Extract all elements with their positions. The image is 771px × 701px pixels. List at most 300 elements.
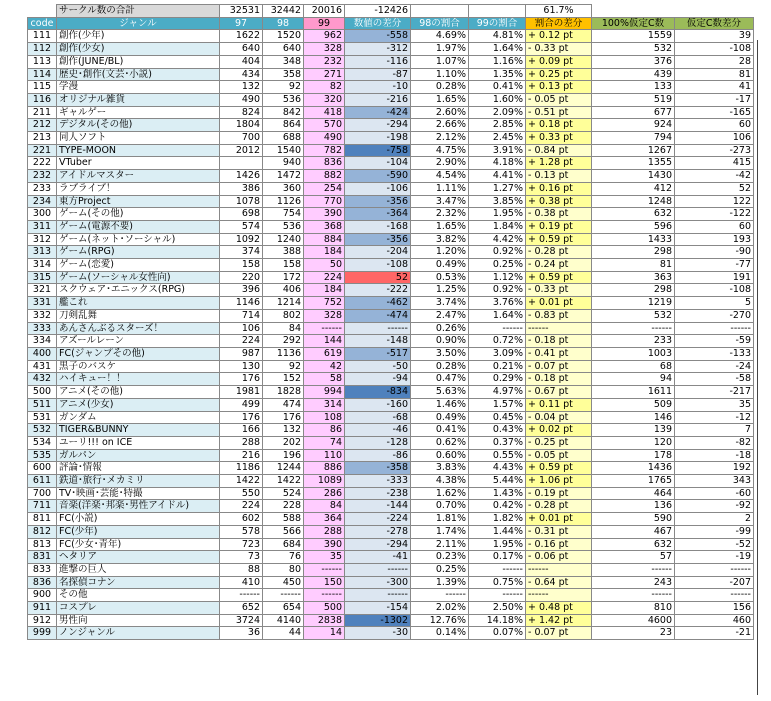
cell-ratio-99[interactable]: 1.27% <box>469 182 526 195</box>
cell-count-diff[interactable]: -148 <box>345 335 411 348</box>
cell-ratio-99[interactable]: 2.09% <box>469 106 526 119</box>
cell-assumed-count[interactable]: 136 <box>592 500 675 513</box>
cell-count-diff[interactable]: -87 <box>345 68 411 81</box>
cell-share-diff[interactable]: + 0.38 pt <box>526 195 592 208</box>
cell-ratio-98[interactable]: 4.54% <box>411 170 469 183</box>
cell-count-99[interactable]: 184 <box>304 246 345 259</box>
cell-assumed-count[interactable]: 924 <box>592 119 675 132</box>
cell-count-diff[interactable]: -144 <box>345 500 411 513</box>
cell-count-99[interactable]: 364 <box>304 513 345 526</box>
cell-assumed-diff[interactable]: -24 <box>675 360 754 373</box>
summary-blank-2[interactable] <box>411 5 469 18</box>
cell-genre[interactable]: TYPE-MOON <box>57 144 220 157</box>
cell-assumed-diff[interactable]: 343 <box>675 475 754 488</box>
cell-assumed-count[interactable]: 1267 <box>592 144 675 157</box>
cell-count-97[interactable]: 1426 <box>220 170 263 183</box>
cell-count-97[interactable]: 404 <box>220 55 263 68</box>
cell-count-diff[interactable]: -160 <box>345 398 411 411</box>
cell-count-99[interactable]: 314 <box>304 398 345 411</box>
cell-count-diff[interactable]: -46 <box>345 424 411 437</box>
cell-ratio-98[interactable]: 1.62% <box>411 487 469 500</box>
cell-ratio-99[interactable]: 4.18% <box>469 157 526 170</box>
cell-ratio-98[interactable]: 3.83% <box>411 462 469 475</box>
cell-ratio-98[interactable]: 4.69% <box>411 30 469 43</box>
cell-count-97[interactable]: 1981 <box>220 386 263 399</box>
cell-count-diff[interactable]: -216 <box>345 93 411 106</box>
cell-ratio-98[interactable]: 0.41% <box>411 424 469 437</box>
cell-ratio-99[interactable]: 0.92% <box>469 284 526 297</box>
cell-ratio-99[interactable]: 4.97% <box>469 386 526 399</box>
cell-ratio-98[interactable]: 3.74% <box>411 297 469 310</box>
cell-code[interactable]: 813 <box>28 538 57 551</box>
cell-code[interactable]: 116 <box>28 93 57 106</box>
cell-ratio-99[interactable]: 0.37% <box>469 436 526 449</box>
cell-count-diff[interactable]: -128 <box>345 436 411 449</box>
cell-share-diff[interactable]: + 0.01 pt <box>526 513 592 526</box>
cell-count-97[interactable]: 224 <box>220 500 263 513</box>
cell-code[interactable]: 500 <box>28 386 57 399</box>
cell-assumed-diff[interactable]: -217 <box>675 386 754 399</box>
cell-assumed-diff[interactable]: 41 <box>675 81 754 94</box>
cell-count-99[interactable]: 184 <box>304 284 345 297</box>
header-97[interactable]: 97 <box>220 17 263 30</box>
cell-ratio-99[interactable]: 0.75% <box>469 576 526 589</box>
cell-count-diff[interactable]: -312 <box>345 43 411 56</box>
cell-ratio-99[interactable]: 0.07% <box>469 627 526 640</box>
cell-code[interactable]: 911 <box>28 602 57 615</box>
cell-genre[interactable]: ヘタリア <box>57 551 220 564</box>
cell-count-97[interactable]: 490 <box>220 93 263 106</box>
cell-count-99[interactable]: ------ <box>304 322 345 335</box>
cell-ratio-98[interactable]: 0.49% <box>411 259 469 272</box>
cell-count-98[interactable]: 536 <box>263 93 304 106</box>
cell-genre[interactable]: ハイキュー！！ <box>57 373 220 386</box>
cell-genre[interactable]: ゲーム(電源不要) <box>57 220 220 233</box>
cell-count-diff[interactable]: -238 <box>345 487 411 500</box>
cell-code[interactable]: 700 <box>28 487 57 500</box>
cell-assumed-diff[interactable]: 35 <box>675 398 754 411</box>
cell-code[interactable]: 234 <box>28 195 57 208</box>
cell-count-97[interactable]: 396 <box>220 284 263 297</box>
cell-genre[interactable]: 名探偵コナン <box>57 576 220 589</box>
cell-assumed-diff[interactable]: -90 <box>675 246 754 259</box>
cell-share-diff[interactable]: + 0.18 pt <box>526 119 592 132</box>
cell-count-99[interactable]: 42 <box>304 360 345 373</box>
cell-assumed-count[interactable]: 590 <box>592 513 675 526</box>
cell-share-diff[interactable]: - 0.18 pt <box>526 373 592 386</box>
cell-count-98[interactable]: 474 <box>263 398 304 411</box>
cell-count-98[interactable]: 1472 <box>263 170 304 183</box>
cell-code[interactable]: 111 <box>28 30 57 43</box>
cell-ratio-99[interactable]: 1.16% <box>469 55 526 68</box>
cell-genre[interactable]: あんさんぶるスターズ！ <box>57 322 220 335</box>
cell-code[interactable]: 300 <box>28 208 57 221</box>
cell-count-97[interactable]: 166 <box>220 424 263 437</box>
cell-ratio-98[interactable]: 2.66% <box>411 119 469 132</box>
cell-ratio-99[interactable]: 0.21% <box>469 360 526 373</box>
cell-assumed-count[interactable]: 1436 <box>592 462 675 475</box>
cell-code[interactable]: 315 <box>28 271 57 284</box>
cell-share-diff[interactable]: - 0.13 pt <box>526 170 592 183</box>
cell-count-97[interactable] <box>220 157 263 170</box>
cell-code[interactable]: 812 <box>28 525 57 538</box>
cell-assumed-count[interactable]: 243 <box>592 576 675 589</box>
cell-count-99[interactable]: 108 <box>304 411 345 424</box>
cell-count-97[interactable]: 700 <box>220 132 263 145</box>
cell-code[interactable]: 900 <box>28 589 57 602</box>
cell-assumed-diff[interactable]: 5 <box>675 297 754 310</box>
header-code[interactable]: code <box>28 17 57 30</box>
cell-count-97[interactable]: 1622 <box>220 30 263 43</box>
cell-ratio-99[interactable]: ------ <box>469 322 526 335</box>
cell-genre[interactable]: アニメ(少女) <box>57 398 220 411</box>
cell-count-97[interactable]: 987 <box>220 347 263 360</box>
cell-count-99[interactable]: 328 <box>304 309 345 322</box>
cell-code[interactable]: 531 <box>28 411 57 424</box>
cell-count-diff[interactable]: -517 <box>345 347 411 360</box>
cell-count-98[interactable]: 172 <box>263 271 304 284</box>
cell-count-99[interactable]: 994 <box>304 386 345 399</box>
cell-count-98[interactable]: 80 <box>263 563 304 576</box>
cell-count-diff[interactable]: -86 <box>345 449 411 462</box>
cell-count-97[interactable]: 1092 <box>220 233 263 246</box>
cell-count-99[interactable]: 14 <box>304 627 345 640</box>
cell-share-diff[interactable]: - 0.16 pt <box>526 538 592 551</box>
cell-count-99[interactable]: 84 <box>304 500 345 513</box>
cell-assumed-count[interactable]: 677 <box>592 106 675 119</box>
cell-count-diff[interactable]: -300 <box>345 576 411 589</box>
cell-code[interactable]: 811 <box>28 513 57 526</box>
cell-share-diff[interactable]: - 0.41 pt <box>526 347 592 360</box>
cell-count-97[interactable]: 288 <box>220 436 263 449</box>
cell-count-98[interactable]: 1540 <box>263 144 304 157</box>
cell-share-diff[interactable]: - 0.83 pt <box>526 309 592 322</box>
cell-assumed-count[interactable]: 632 <box>592 538 675 551</box>
cell-assumed-count[interactable]: 464 <box>592 487 675 500</box>
cell-count-97[interactable]: 374 <box>220 246 263 259</box>
cell-count-diff[interactable]: -364 <box>345 208 411 221</box>
cell-genre[interactable]: VTuber <box>57 157 220 170</box>
cell-ratio-99[interactable]: 3.91% <box>469 144 526 157</box>
summary-diff[interactable]: -12426 <box>345 5 411 18</box>
cell-count-98[interactable]: 196 <box>263 449 304 462</box>
cell-ratio-99[interactable]: 2.45% <box>469 132 526 145</box>
cell-share-diff[interactable]: - 0.04 pt <box>526 411 592 424</box>
cell-genre[interactable]: 黒子のバスケ <box>57 360 220 373</box>
cell-count-97[interactable]: 723 <box>220 538 263 551</box>
cell-share-diff[interactable]: - 0.67 pt <box>526 386 592 399</box>
cell-count-98[interactable]: 842 <box>263 106 304 119</box>
cell-code[interactable]: 113 <box>28 55 57 68</box>
cell-ratio-99[interactable]: 1.12% <box>469 271 526 284</box>
cell-share-diff[interactable]: + 0.02 pt <box>526 424 592 437</box>
cell-genre[interactable]: デジタル(その他) <box>57 119 220 132</box>
cell-count-98[interactable]: 292 <box>263 335 304 348</box>
cell-count-diff[interactable]: -558 <box>345 30 411 43</box>
cell-count-97[interactable]: 574 <box>220 220 263 233</box>
cell-count-99[interactable]: 1089 <box>304 475 345 488</box>
cell-count-97[interactable]: 106 <box>220 322 263 335</box>
cell-genre[interactable]: 歴史･創作(文芸･小説) <box>57 68 220 81</box>
cell-assumed-count[interactable]: 298 <box>592 284 675 297</box>
cell-count-diff[interactable]: -294 <box>345 119 411 132</box>
cell-count-diff[interactable]: -108 <box>345 259 411 272</box>
cell-share-diff[interactable]: ------ <box>526 563 592 576</box>
cell-share-diff[interactable]: - 0.38 pt <box>526 208 592 221</box>
cell-count-98[interactable]: 92 <box>263 81 304 94</box>
cell-count-diff[interactable]: -198 <box>345 132 411 145</box>
cell-count-99[interactable]: 74 <box>304 436 345 449</box>
cell-assumed-diff[interactable]: -19 <box>675 551 754 564</box>
cell-count-97[interactable]: 1186 <box>220 462 263 475</box>
cell-code[interactable]: 334 <box>28 335 57 348</box>
cell-ratio-99[interactable]: 4.41% <box>469 170 526 183</box>
header-ratio-99[interactable]: 99の割合 <box>469 17 526 30</box>
cell-assumed-diff[interactable]: 81 <box>675 68 754 81</box>
cell-count-97[interactable]: ------ <box>220 589 263 602</box>
cell-ratio-98[interactable]: 0.25% <box>411 563 469 576</box>
cell-ratio-99[interactable]: 1.95% <box>469 538 526 551</box>
cell-count-diff[interactable]: 52 <box>345 271 411 284</box>
cell-assumed-count[interactable]: ------ <box>592 322 675 335</box>
cell-genre[interactable]: ゲーム(その他) <box>57 208 220 221</box>
cell-share-diff[interactable]: + 0.59 pt <box>526 271 592 284</box>
cell-code[interactable]: 221 <box>28 144 57 157</box>
cell-assumed-diff[interactable]: -42 <box>675 170 754 183</box>
cell-share-diff[interactable]: - 0.51 pt <box>526 106 592 119</box>
cell-count-99[interactable]: 50 <box>304 259 345 272</box>
header-98[interactable]: 98 <box>263 17 304 30</box>
cell-count-99[interactable]: 752 <box>304 297 345 310</box>
cell-assumed-diff[interactable]: 191 <box>675 271 754 284</box>
cell-genre[interactable]: 進撃の巨人 <box>57 563 220 576</box>
cell-assumed-diff[interactable]: 415 <box>675 157 754 170</box>
cell-ratio-98[interactable]: 0.90% <box>411 335 469 348</box>
cell-assumed-count[interactable]: 1219 <box>592 297 675 310</box>
cell-assumed-diff[interactable]: -108 <box>675 284 754 297</box>
cell-count-98[interactable]: 536 <box>263 220 304 233</box>
cell-ratio-98[interactable]: 1.39% <box>411 576 469 589</box>
cell-ratio-98[interactable]: 0.26% <box>411 322 469 335</box>
cell-ratio-98[interactable]: 2.90% <box>411 157 469 170</box>
cell-assumed-diff[interactable]: -108 <box>675 43 754 56</box>
cell-ratio-98[interactable]: 2.11% <box>411 538 469 551</box>
cell-count-97[interactable]: 216 <box>220 449 263 462</box>
cell-ratio-99[interactable]: 0.29% <box>469 373 526 386</box>
summary-label[interactable]: サークル数の合計 <box>57 5 220 18</box>
cell-ratio-99[interactable]: 4.81% <box>469 30 526 43</box>
cell-assumed-count[interactable]: 467 <box>592 525 675 538</box>
cell-share-diff[interactable]: + 0.33 pt <box>526 132 592 145</box>
cell-ratio-98[interactable]: 0.49% <box>411 411 469 424</box>
cell-ratio-98[interactable]: 12.76% <box>411 614 469 627</box>
cell-assumed-count[interactable]: 139 <box>592 424 675 437</box>
cell-assumed-count[interactable]: 376 <box>592 55 675 68</box>
cell-ratio-99[interactable]: 1.60% <box>469 93 526 106</box>
cell-ratio-98[interactable]: 3.82% <box>411 233 469 246</box>
cell-code[interactable]: 511 <box>28 398 57 411</box>
cell-count-98[interactable]: 152 <box>263 373 304 386</box>
cell-genre[interactable]: ゲーム(ソーシャル女性向) <box>57 271 220 284</box>
cell-ratio-99[interactable]: 4.43% <box>469 462 526 475</box>
cell-assumed-diff[interactable]: 60 <box>675 119 754 132</box>
cell-count-97[interactable]: 1078 <box>220 195 263 208</box>
cell-ratio-99[interactable]: 1.57% <box>469 398 526 411</box>
cell-assumed-count[interactable]: 233 <box>592 335 675 348</box>
cell-count-97[interactable]: 1804 <box>220 119 263 132</box>
cell-ratio-98[interactable]: 2.32% <box>411 208 469 221</box>
cell-assumed-count[interactable]: ------ <box>592 563 675 576</box>
cell-ratio-98[interactable]: 2.60% <box>411 106 469 119</box>
cell-count-diff[interactable]: -154 <box>345 602 411 615</box>
cell-assumed-count[interactable]: 1430 <box>592 170 675 183</box>
cell-assumed-diff[interactable]: 193 <box>675 233 754 246</box>
cell-count-98[interactable]: 358 <box>263 68 304 81</box>
cell-genre[interactable]: 鉄道･旅行･メカミリ <box>57 475 220 488</box>
cell-count-97[interactable]: 410 <box>220 576 263 589</box>
cell-ratio-99[interactable]: 2.50% <box>469 602 526 615</box>
cell-count-diff[interactable]: -204 <box>345 246 411 259</box>
cell-assumed-diff[interactable]: -77 <box>675 259 754 272</box>
cell-assumed-diff[interactable]: ------ <box>675 563 754 576</box>
cell-genre[interactable]: 創作(JUNE/BL) <box>57 55 220 68</box>
cell-assumed-diff[interactable]: -60 <box>675 487 754 500</box>
cell-count-99[interactable]: 232 <box>304 55 345 68</box>
cell-assumed-diff[interactable]: -122 <box>675 208 754 221</box>
cell-ratio-98[interactable]: 4.38% <box>411 475 469 488</box>
cell-assumed-count[interactable]: 81 <box>592 259 675 272</box>
cell-code[interactable]: 314 <box>28 259 57 272</box>
cell-ratio-98[interactable]: 5.63% <box>411 386 469 399</box>
cell-ratio-98[interactable]: ------ <box>411 589 469 602</box>
cell-count-99[interactable]: 254 <box>304 182 345 195</box>
cell-genre[interactable]: FC(ジャンプその他) <box>57 347 220 360</box>
cell-count-99[interactable]: 490 <box>304 132 345 145</box>
cell-share-diff[interactable]: + 0.59 pt <box>526 233 592 246</box>
cell-count-98[interactable]: 84 <box>263 322 304 335</box>
cell-count-diff[interactable]: -834 <box>345 386 411 399</box>
cell-count-diff[interactable]: -30 <box>345 627 411 640</box>
cell-count-99[interactable]: 320 <box>304 93 345 106</box>
cell-count-diff[interactable]: -41 <box>345 551 411 564</box>
cell-assumed-diff[interactable]: -133 <box>675 347 754 360</box>
cell-share-diff[interactable]: + 1.42 pt <box>526 614 592 627</box>
cell-count-diff[interactable]: -10 <box>345 81 411 94</box>
summary-share[interactable]: 61.7% <box>526 5 592 18</box>
cell-ratio-99[interactable]: 3.09% <box>469 347 526 360</box>
cell-ratio-98[interactable]: 4.75% <box>411 144 469 157</box>
cell-share-diff[interactable]: + 0.19 pt <box>526 220 592 233</box>
cell-count-diff[interactable]: -424 <box>345 106 411 119</box>
cell-genre[interactable]: FC(少年) <box>57 525 220 538</box>
cell-share-diff[interactable]: + 0.16 pt <box>526 182 592 195</box>
cell-code[interactable]: 711 <box>28 500 57 513</box>
header-share-diff[interactable]: 割合の差分 <box>526 17 592 30</box>
cell-assumed-diff[interactable]: -273 <box>675 144 754 157</box>
cell-assumed-count[interactable]: 532 <box>592 309 675 322</box>
cell-code[interactable]: 213 <box>28 132 57 145</box>
cell-assumed-count[interactable]: 298 <box>592 246 675 259</box>
cell-count-99[interactable]: 144 <box>304 335 345 348</box>
cell-count-97[interactable]: 578 <box>220 525 263 538</box>
cell-count-98[interactable]: 754 <box>263 208 304 221</box>
cell-count-99[interactable]: 82 <box>304 81 345 94</box>
cell-ratio-99[interactable]: 0.72% <box>469 335 526 348</box>
cell-genre[interactable]: ゲーム(RPG) <box>57 246 220 259</box>
cell-share-diff[interactable]: - 0.18 pt <box>526 335 592 348</box>
cell-share-diff[interactable]: - 0.05 pt <box>526 93 592 106</box>
cell-count-97[interactable]: 386 <box>220 182 263 195</box>
cell-count-97[interactable]: 130 <box>220 360 263 373</box>
cell-count-99[interactable]: 882 <box>304 170 345 183</box>
cell-ratio-98[interactable]: 0.28% <box>411 81 469 94</box>
cell-assumed-count[interactable]: 4600 <box>592 614 675 627</box>
cell-ratio-99[interactable]: 1.82% <box>469 513 526 526</box>
cell-assumed-count[interactable]: 57 <box>592 551 675 564</box>
cell-ratio-99[interactable]: 3.85% <box>469 195 526 208</box>
cell-ratio-98[interactable]: 3.47% <box>411 195 469 208</box>
cell-count-98[interactable]: 388 <box>263 246 304 259</box>
cell-genre[interactable]: 音楽(洋楽･邦楽･男性アイドル) <box>57 500 220 513</box>
cell-assumed-diff[interactable]: 52 <box>675 182 754 195</box>
cell-count-diff[interactable]: -116 <box>345 55 411 68</box>
cell-ratio-99[interactable]: ------ <box>469 589 526 602</box>
cell-assumed-diff[interactable]: -165 <box>675 106 754 119</box>
summary-97[interactable]: 32531 <box>220 5 263 18</box>
summary-98[interactable]: 32442 <box>263 5 304 18</box>
cell-count-99[interactable]: 390 <box>304 208 345 221</box>
cell-count-diff[interactable]: -356 <box>345 195 411 208</box>
cell-genre[interactable]: アニメ(その他) <box>57 386 220 399</box>
cell-code[interactable]: 836 <box>28 576 57 589</box>
cell-count-97[interactable]: 220 <box>220 271 263 284</box>
cell-ratio-98[interactable]: 0.53% <box>411 271 469 284</box>
cell-genre[interactable]: TV･映画･芸能･特撮 <box>57 487 220 500</box>
cell-share-diff[interactable]: + 1.28 pt <box>526 157 592 170</box>
cell-count-99[interactable]: 418 <box>304 106 345 119</box>
cell-count-97[interactable]: 1146 <box>220 297 263 310</box>
cell-ratio-99[interactable]: 1.95% <box>469 208 526 221</box>
cell-assumed-diff[interactable]: 39 <box>675 30 754 43</box>
cell-count-98[interactable]: 44 <box>263 627 304 640</box>
cell-ratio-99[interactable]: 1.35% <box>469 68 526 81</box>
cell-count-diff[interactable]: ------ <box>345 563 411 576</box>
cell-count-98[interactable]: 202 <box>263 436 304 449</box>
cell-genre[interactable]: ノンジャンル <box>57 627 220 640</box>
cell-count-99[interactable]: 2838 <box>304 614 345 627</box>
cell-count-99[interactable]: 328 <box>304 43 345 56</box>
cell-share-diff[interactable]: - 0.28 pt <box>526 246 592 259</box>
cell-code[interactable]: 833 <box>28 563 57 576</box>
cell-count-99[interactable]: 390 <box>304 538 345 551</box>
cell-share-diff[interactable]: + 0.12 pt <box>526 30 592 43</box>
cell-assumed-count[interactable]: 1003 <box>592 347 675 360</box>
cell-share-diff[interactable]: - 0.33 pt <box>526 43 592 56</box>
cell-count-97[interactable]: 1422 <box>220 475 263 488</box>
cell-genre[interactable]: ゲーム(ネット･ソーシャル) <box>57 233 220 246</box>
cell-assumed-diff[interactable]: -18 <box>675 449 754 462</box>
cell-count-98[interactable]: 176 <box>263 411 304 424</box>
cell-count-97[interactable]: 73 <box>220 551 263 564</box>
cell-share-diff[interactable]: - 0.19 pt <box>526 487 592 500</box>
cell-code[interactable]: 400 <box>28 347 57 360</box>
cell-genre[interactable]: ラブライブ！ <box>57 182 220 195</box>
cell-count-98[interactable]: 450 <box>263 576 304 589</box>
cell-count-98[interactable]: 1136 <box>263 347 304 360</box>
cell-code[interactable]: 115 <box>28 81 57 94</box>
cell-code[interactable]: 112 <box>28 43 57 56</box>
cell-count-diff[interactable]: -106 <box>345 182 411 195</box>
